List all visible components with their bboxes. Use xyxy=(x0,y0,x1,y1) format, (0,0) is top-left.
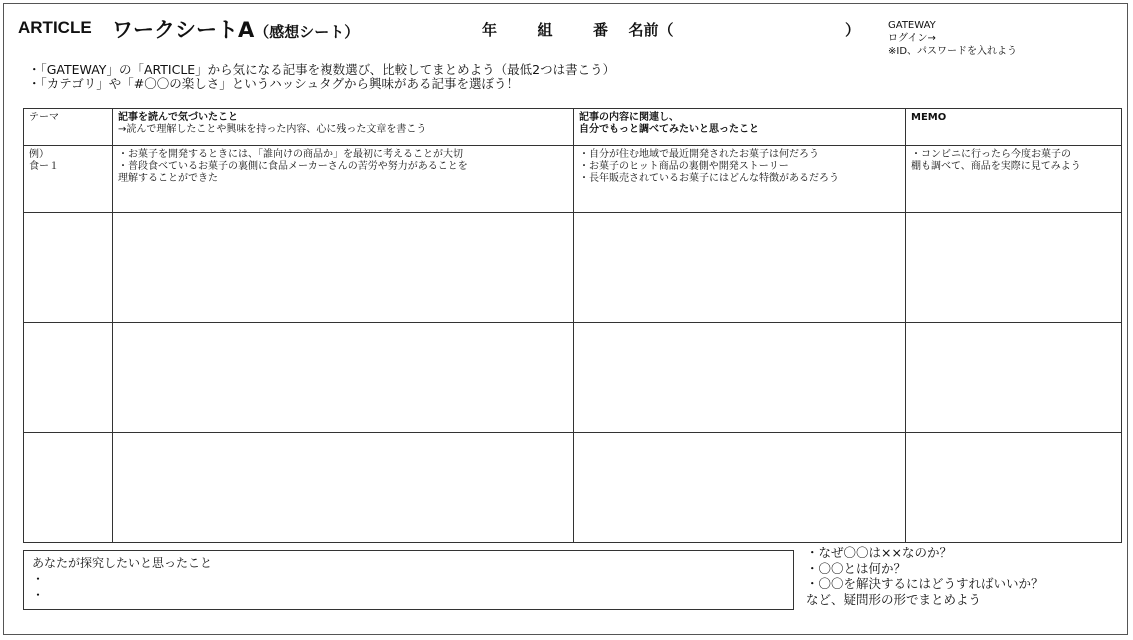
worksheet-title xyxy=(112,14,359,44)
example-memo-line1: ・コンビニに行ったら今度お菓子の xyxy=(911,149,1071,160)
name-label: 名前（ xyxy=(628,21,674,39)
gateway-note xyxy=(888,19,1038,58)
gateway-id-note: ※ID、パスワードを入れよう xyxy=(888,46,1018,57)
example-theme-line2: 食ー１ xyxy=(29,161,59,172)
header-noticed-sub: →読んで理解したことや興味を持った内容、心に残った文章を書こう xyxy=(118,124,427,135)
header-theme-label: テーマ xyxy=(29,112,59,123)
instruction-2: ・「カテゴリ」や「#〇〇の楽しさ」というハッシュタグから興味がある記事を選ぼう！ xyxy=(28,76,519,91)
example-theme-line1: 例） xyxy=(29,149,49,160)
worksheet-table xyxy=(23,108,1122,543)
example-research-line2: ・お菓子のヒット商品の裏側や開発ストーリー xyxy=(579,161,789,172)
example-noticed-line3: 理解することができた xyxy=(118,173,218,184)
example-research-line1: ・自分が住む地域で最近開発されたお菓子は何だろう xyxy=(579,149,819,160)
hint-3: ・〇〇を解決するにはどうすればいいか？ xyxy=(806,576,1044,591)
question-hints xyxy=(806,545,1044,607)
student-info-line xyxy=(482,19,673,40)
year-label: 年 xyxy=(482,21,498,39)
hint-1: ・なぜ〇〇は××なのか？ xyxy=(806,545,952,560)
research-cell-3[interactable] xyxy=(574,433,906,543)
inquiry-bullet-2: ・ xyxy=(32,588,45,602)
research-cell-1[interactable] xyxy=(574,213,906,323)
inquiry-box[interactable] xyxy=(23,550,794,610)
header-theme xyxy=(24,109,113,146)
example-noticed xyxy=(113,146,574,213)
worksheet-title-main: ワークシートA xyxy=(112,18,255,42)
example-memo-line2: 棚も調べて、商品を実際に見てみよう xyxy=(911,161,1081,172)
noticed-cell-2[interactable] xyxy=(113,323,574,433)
memo-cell-3[interactable] xyxy=(906,433,1122,543)
number-label: 番 xyxy=(592,21,608,39)
header-noticed-title: 記事を読んで気づいたこと xyxy=(118,112,238,123)
memo-cell-1[interactable] xyxy=(906,213,1122,323)
inquiry-label: あなたが探究したいと思ったこと xyxy=(32,556,213,570)
noticed-cell-1[interactable] xyxy=(113,213,574,323)
theme-cell-3[interactable] xyxy=(24,433,113,543)
hint-4: など、疑問形の形でまとめよう xyxy=(806,591,982,607)
table-row xyxy=(24,433,1122,543)
hint-2: ・〇〇とは何か？ xyxy=(806,560,907,576)
example-research xyxy=(574,146,906,213)
instruction-1: ・「GATEWAY」の「ARTICLE」から気になる記事を複数選び、比較してまとめよう（最低2つは書こう） xyxy=(28,62,616,77)
gateway-label: GATEWAY xyxy=(888,20,936,31)
theme-cell-2[interactable] xyxy=(24,323,113,433)
table-header-row xyxy=(24,109,1122,146)
instructions xyxy=(28,63,615,91)
header-research-line1: 記事の内容に関連し、 xyxy=(579,112,679,123)
research-cell-2[interactable] xyxy=(574,323,906,433)
example-research-line3: ・長年販売されているお菓子にはどんな特徴があるだろう xyxy=(579,173,839,184)
noticed-cell-3[interactable] xyxy=(113,433,574,543)
header-research-line2: 自分でもっと調べてみたいと思ったこと xyxy=(579,124,759,135)
header-noticed xyxy=(113,109,574,146)
gateway-login-link: ログイン→ xyxy=(888,33,936,44)
article-label: ARTICLE xyxy=(18,18,92,37)
class-label: 組 xyxy=(537,21,553,39)
inquiry-bullet-1: ・ xyxy=(32,572,45,586)
table-row xyxy=(24,213,1122,323)
header-research xyxy=(574,109,906,146)
memo-cell-2[interactable] xyxy=(906,323,1122,433)
example-row xyxy=(24,146,1122,213)
table-row xyxy=(24,323,1122,433)
example-noticed-line1: ・お菓子を開発するときには、「誰向けの商品か」を最初に考えることが大切 xyxy=(118,149,463,160)
worksheet-subtitle: （感想シート） xyxy=(254,23,360,41)
header-memo-label: MEMO xyxy=(911,112,947,123)
example-noticed-line2: ・普段食べているお菓子の裏側に食品メーカーさんの苦労や努力があることを xyxy=(118,161,468,172)
example-memo xyxy=(906,146,1122,213)
name-close-paren: ） xyxy=(845,21,861,39)
header-memo xyxy=(906,109,1122,146)
example-theme xyxy=(24,146,113,213)
theme-cell-1[interactable] xyxy=(24,213,113,323)
